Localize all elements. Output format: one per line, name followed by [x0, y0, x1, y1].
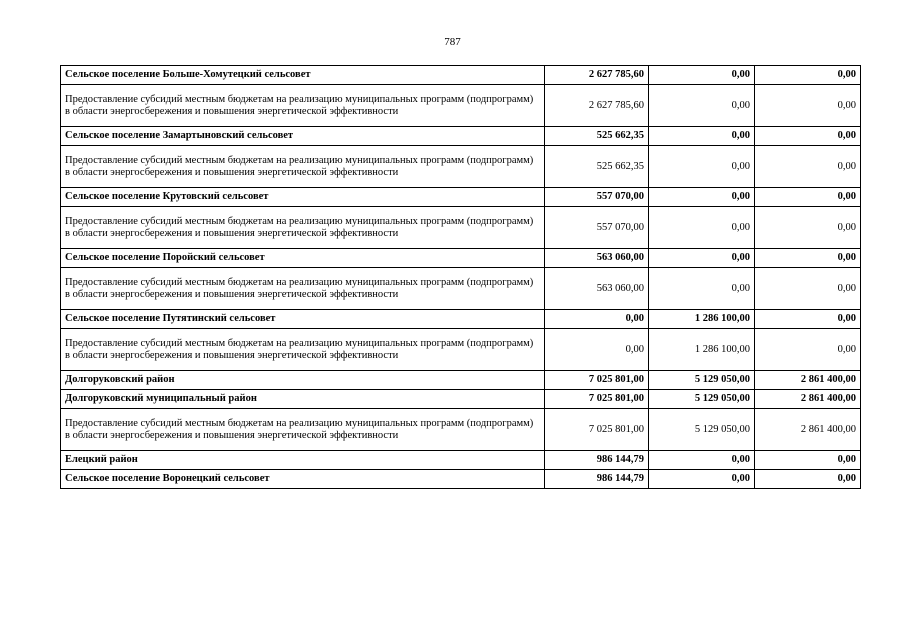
row-value-2-cell: 0,00	[649, 207, 755, 249]
row-name-cell: Предоставление субсидий местным бюджетам на реализацию муниципальных программ (подпрограмм) в области энергосбережения и повышения энергетической эффективности	[61, 268, 545, 310]
table-row-detail	[61, 329, 861, 371]
table-row-detail	[61, 146, 861, 188]
row-value-1-cell: 557 070,00	[545, 207, 649, 249]
row-value-2-cell: 0,00	[649, 85, 755, 127]
budget-table	[60, 65, 861, 489]
table-row-section	[61, 470, 861, 489]
row-value-3-cell: 0,00	[755, 249, 861, 268]
row-value-2-cell: 0,00	[649, 188, 755, 207]
row-value-1-cell: 557 070,00	[545, 188, 649, 207]
row-value-1-cell: 2 627 785,60	[545, 66, 649, 85]
row-name-cell: Сельское поселение Замартыновский сельсовет	[61, 127, 545, 146]
row-value-1-cell: 2 627 785,60	[545, 85, 649, 127]
row-value-2-cell: 1 286 100,00	[649, 329, 755, 371]
row-value-1-cell: 0,00	[545, 310, 649, 329]
row-value-3-cell: 0,00	[755, 127, 861, 146]
row-value-2-cell: 0,00	[649, 127, 755, 146]
row-value-3-cell: 0,00	[755, 329, 861, 371]
row-value-3-cell: 0,00	[755, 470, 861, 489]
row-name-cell: Предоставление субсидий местным бюджетам на реализацию муниципальных программ (подпрограмм) в области энергосбережения и повышения энергетической эффективности	[61, 146, 545, 188]
row-value-1-cell: 0,00	[545, 329, 649, 371]
row-value-3-cell: 0,00	[755, 146, 861, 188]
row-value-2-cell: 0,00	[649, 66, 755, 85]
row-value-2-cell: 5 129 050,00	[649, 409, 755, 451]
row-value-3-cell: 0,00	[755, 66, 861, 85]
row-name-cell: Предоставление субсидий местным бюджетам на реализацию муниципальных программ (подпрограмм) в области энергосбережения и повышения энергетической эффективности	[61, 409, 545, 451]
row-name-cell: Сельское поселение Крутовский сельсовет	[61, 188, 545, 207]
row-value-3-cell: 0,00	[755, 85, 861, 127]
row-name-cell: Долгоруковский район	[61, 371, 545, 390]
row-value-2-cell: 0,00	[649, 470, 755, 489]
row-value-2-cell: 0,00	[649, 451, 755, 470]
row-name-cell: Предоставление субсидий местным бюджетам на реализацию муниципальных программ (подпрограмм) в области энергосбережения и повышения энергетической эффективности	[61, 329, 545, 371]
row-value-1-cell: 7 025 801,00	[545, 371, 649, 390]
row-value-3-cell: 2 861 400,00	[755, 371, 861, 390]
table-row-detail	[61, 207, 861, 249]
row-name-cell: Елецкий район	[61, 451, 545, 470]
row-name-cell: Сельское поселение Поройский сельсовет	[61, 249, 545, 268]
row-value-3-cell: 0,00	[755, 268, 861, 310]
row-name-cell: Предоставление субсидий местным бюджетам на реализацию муниципальных программ (подпрограмм) в области энергосбережения и повышения энергетической эффективности	[61, 85, 545, 127]
row-value-2-cell: 5 129 050,00	[649, 390, 755, 409]
table-row-section	[61, 249, 861, 268]
row-value-1-cell: 525 662,35	[545, 127, 649, 146]
row-value-3-cell: 0,00	[755, 451, 861, 470]
row-value-3-cell: 0,00	[755, 207, 861, 249]
table-row-section	[61, 66, 861, 85]
row-value-3-cell: 2 861 400,00	[755, 409, 861, 451]
row-value-3-cell: 0,00	[755, 188, 861, 207]
row-name-cell: Сельское поселение Воронецкий сельсовет	[61, 470, 545, 489]
row-value-2-cell: 0,00	[649, 146, 755, 188]
row-name-cell: Сельское поселение Путятинский сельсовет	[61, 310, 545, 329]
table-row-detail	[61, 268, 861, 310]
row-value-2-cell: 1 286 100,00	[649, 310, 755, 329]
row-value-2-cell: 0,00	[649, 249, 755, 268]
table-row-section	[61, 127, 861, 146]
table-row-section	[61, 188, 861, 207]
table-body	[61, 66, 861, 489]
table-row-section	[61, 310, 861, 329]
table-row-detail	[61, 85, 861, 127]
row-value-1-cell: 525 662,35	[545, 146, 649, 188]
table-row-section	[61, 390, 861, 409]
table-row-section	[61, 451, 861, 470]
row-name-cell: Долгоруковский муниципальный район	[61, 390, 545, 409]
row-value-1-cell: 7 025 801,00	[545, 409, 649, 451]
row-value-2-cell: 5 129 050,00	[649, 371, 755, 390]
row-value-1-cell: 7 025 801,00	[545, 390, 649, 409]
row-value-3-cell: 0,00	[755, 310, 861, 329]
row-value-1-cell: 563 060,00	[545, 249, 649, 268]
row-value-3-cell: 2 861 400,00	[755, 390, 861, 409]
row-value-1-cell: 563 060,00	[545, 268, 649, 310]
row-value-1-cell: 986 144,79	[545, 451, 649, 470]
table-row-detail	[61, 409, 861, 451]
row-value-2-cell: 0,00	[649, 268, 755, 310]
row-name-cell: Сельское поселение Больше-Хомутецкий сельсовет	[61, 66, 545, 85]
table-row-section	[61, 371, 861, 390]
row-name-cell: Предоставление субсидий местным бюджетам на реализацию муниципальных программ (подпрограмм) в области энергосбережения и повышения энергетической эффективности	[61, 207, 545, 249]
page-number: 787	[444, 36, 461, 48]
row-value-1-cell: 986 144,79	[545, 470, 649, 489]
